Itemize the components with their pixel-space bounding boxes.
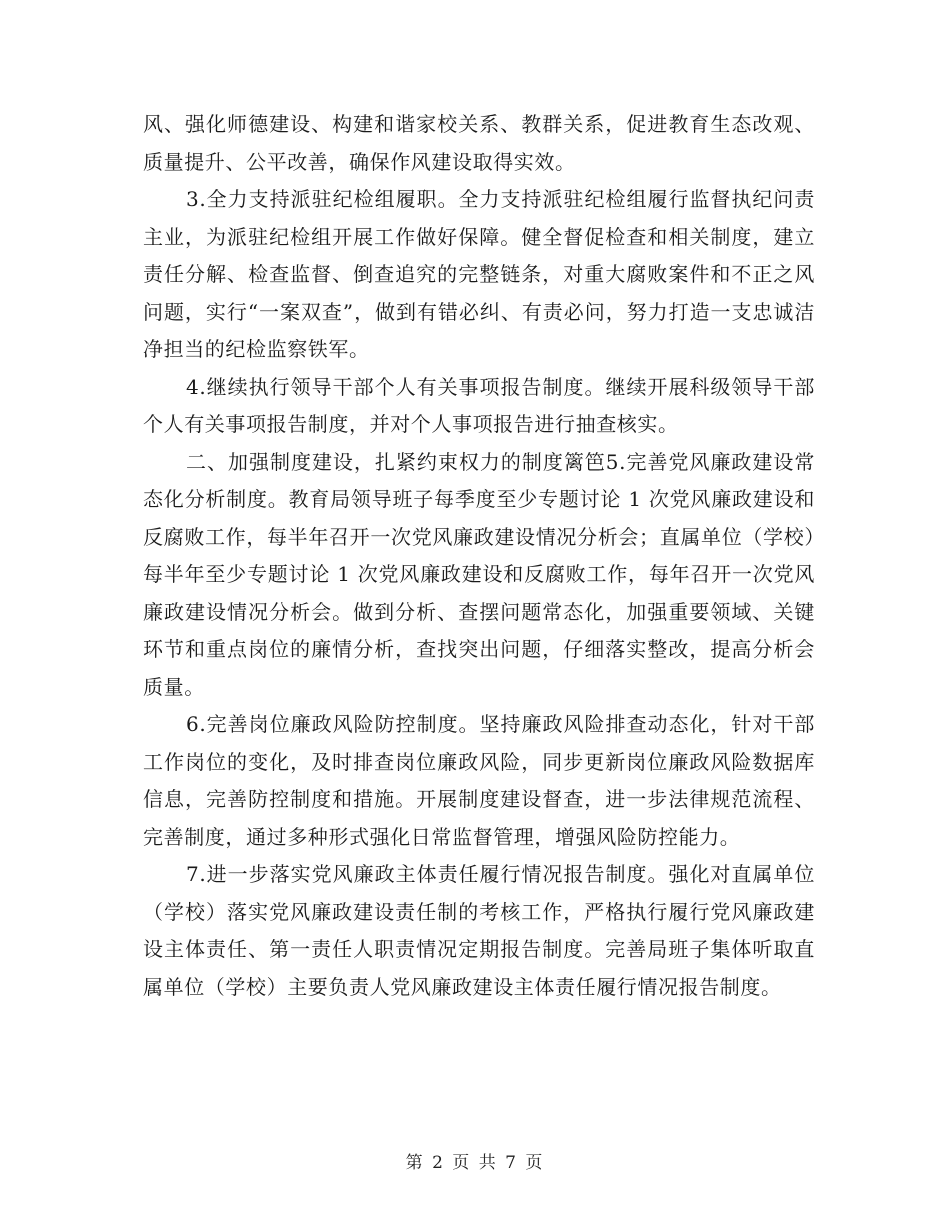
paragraph-continuation: 风、强化师德建设、构建和谐家校关系、教群关系，促进教育生态改观、质量提升、公平改善，确保作风建设取得实效。 [143, 112, 815, 174]
document-body [143, 106, 815, 1006]
paragraph-item-6: 6.完善岗位廉政风险防控制度。坚持廉政风险排查动态化，针对干部工作岗位的变化，及时排查岗位廉政风险，同步更新岗位廉政风险数据库信息，完善防控制度和措施。开展制度建设督查，进一步法律规范流程、完善制度，通过多种形式强化日常监督管理，增强风险防控能力。 [143, 712, 815, 849]
paragraph-section-2: 二、加强制度建设，扎紧约束权力的制度篱笆5.完善党风廉政建设常态化分析制度。教育局领导班子每季度至少专题讨论 1 次党风廉政建设和反腐败工作，每半年召开一次党风廉政建设情况分析会；直属单位（学校）每半年至少专题讨论 1 次党风廉政建设和反腐败工作，每年召开一次党风廉政建设情况分析会。做到分析、查摆问题常态化，加强重要领域、关键环节和重点岗位的廉情分析，查找突出问题，仔细落实整改，提高分析会质量。 [143, 449, 815, 699]
paragraph-item-7: 7.进一步落实党风廉政主体责任履行情况报告制度。强化对直属单位（学校）落实党风廉政建设责任制的考核工作，严格执行履行党风廉政建设主体责任、第一责任人职责情况定期报告制度。完善局班子集体听取直属单位（学校）主要负责人党风廉政建设主体责任履行情况报告制度。 [143, 862, 815, 999]
paragraph-item-4: 4.继续执行领导干部个人有关事项报告制度。继续开展科级领导干部个人有关事项报告制度，并对个人事项报告进行抽查核实。 [143, 374, 815, 436]
page-number-footer: 第 2 页 共 7 页 [405, 1153, 545, 1173]
paragraph-item-3: 3.全力支持派驻纪检组履职。全力支持派驻纪检组履行监督执纪问责主业，为派驻纪检组开展工作做好保障。健全督促检查和相关制度，建立责任分解、检查监督、倒查追究的完整链条，对重大腐败案件和不正之风问题，实行“一案双查”，做到有错必纠、有责必问，努力打造一支忠诚洁净担当的纪检监察铁军。 [143, 187, 815, 361]
